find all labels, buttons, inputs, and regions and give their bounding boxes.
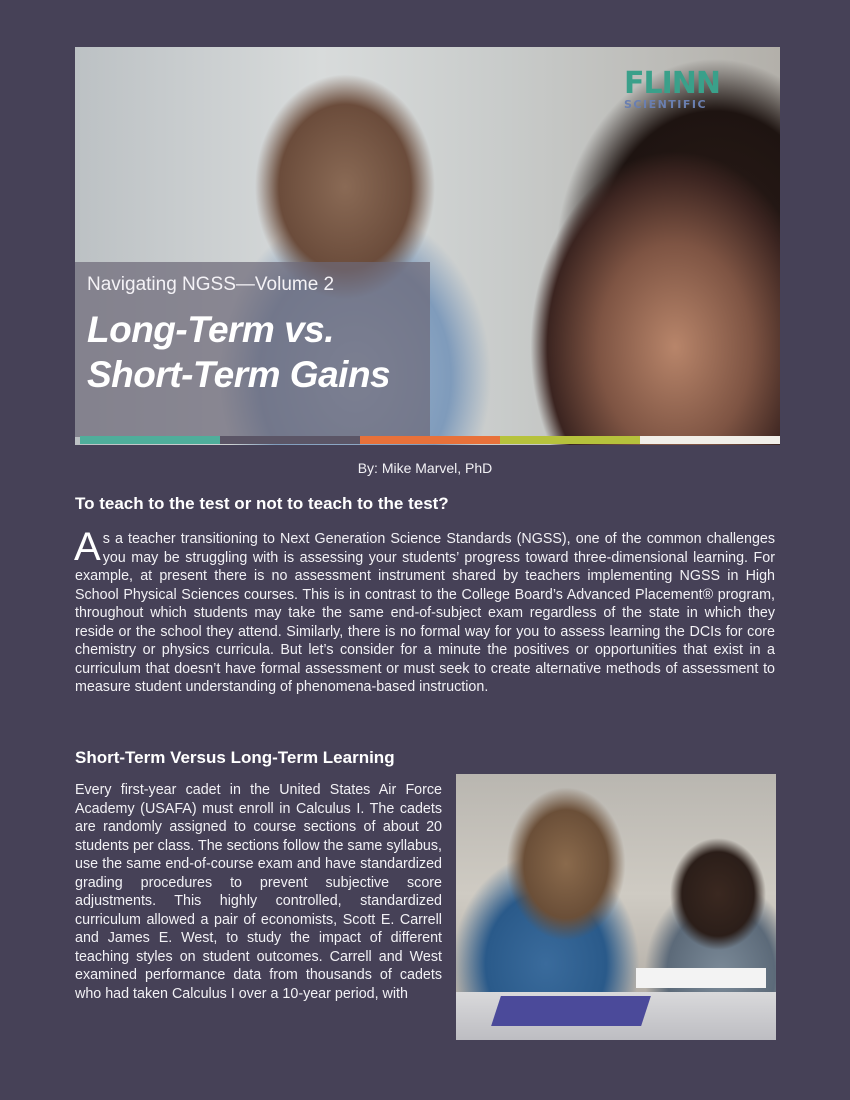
learning-paragraph: Every first-year cadet in the United States Air Force Academy (USAFA) must enroll in Calculus I. The cadets are randomly assigned to course sections of about 20 students per class. The sections follow the same syllabus, use the same end-of-course exam and have standardized grading procedures to prevent subjective score adjustments. This highly controlled, standardized curriculum allowed a pair of economists, Scott E. Carrell and James E. West, to study the impact of different teaching styles on student outcomes. Carrell and West examined performance data from thousands of cadets who had taken Calculus I over a 10-year period, with xyxy=(75,782,442,1002)
stripe-gray xyxy=(220,436,360,444)
byline: By: Mike Marvel, PhD xyxy=(357,460,493,476)
stripe-white xyxy=(640,436,780,444)
intro-paragraph xyxy=(74,525,775,697)
logo-main-text: FLINN xyxy=(624,66,720,101)
logo-sub-text: SCIENTIFIC xyxy=(624,98,708,111)
series-label: Navigating NGSS—Volume 2 xyxy=(87,274,335,295)
flinn-logo xyxy=(624,66,720,111)
hero-image xyxy=(75,47,780,445)
drop-cap: A xyxy=(74,525,101,569)
blue-notebook xyxy=(491,996,651,1026)
classroom-photo xyxy=(456,774,776,1040)
section-heading-test: To teach to the test or not to teach to the test? xyxy=(75,494,449,513)
intro-text: s a teacher transitioning to Next Generation Science Standards (NGSS), one of the common challenges you may be struggling with is assessing your students’ progress toward three-dimensional learning. For example, at present there is no assessment instrument shared by teachers implementing NGSS in High School Physical Sciences courses. This is in contrast to the College Board’s Advanced Placement® program, throughout which students may take the same end-of-subject exam regardless of the state in which they reside or the school they attend. Similarly, there is no formal way for you to assess learning the DCIs for core chemistry or physics curricula. But let’s consider for a minute the positives or opportunities that exist in a curriculum that doesn’t have formal assessment or must seek to create alternative methods of assessment to measure student understanding of phenomena-based instruction. xyxy=(75,531,775,695)
stripe-orange xyxy=(360,436,500,444)
stripe-lime xyxy=(500,436,640,444)
section-heading-learning: Short-Term Versus Long-Term Learning xyxy=(75,748,395,767)
color-stripe xyxy=(80,436,780,444)
article-title: Long-Term vs. Short-Term Gains xyxy=(87,309,391,395)
notebook-paper xyxy=(636,968,766,988)
stripe-teal xyxy=(80,436,220,444)
